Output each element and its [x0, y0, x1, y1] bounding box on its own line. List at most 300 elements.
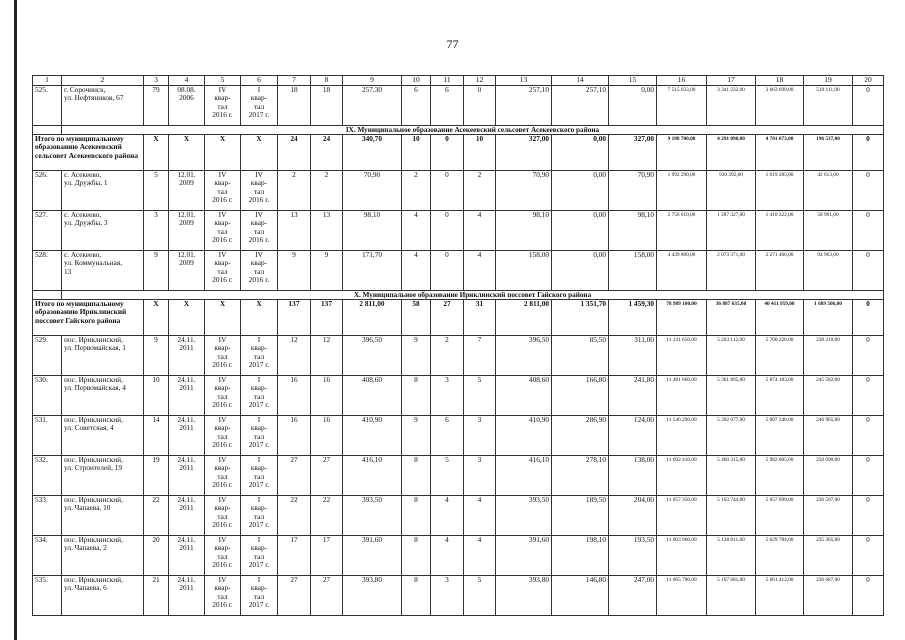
- section-title: IX. Муниципальное образование Асекеевский сельсовет Асекеевского района: [62, 126, 884, 135]
- address-cell: [62, 416, 144, 456]
- total-c18: 4 701 073,00: [756, 135, 804, 171]
- value-c12: 7: [464, 336, 496, 376]
- amount-c19: 236 507,00: [804, 496, 853, 536]
- area-c15: 204,00: [609, 496, 657, 536]
- area-c14: 0,00: [552, 251, 609, 291]
- address-line: 13: [64, 266, 72, 276]
- value-c11: 0: [431, 211, 464, 251]
- total-c12: 31: [464, 300, 496, 336]
- quarter-actual: [241, 336, 278, 376]
- quarter-line: тал: [253, 591, 265, 601]
- amount-c17: 930 392,00: [707, 171, 756, 211]
- quarter-actual: [241, 416, 278, 456]
- value-c12: 4: [464, 496, 496, 536]
- value-c11: 6: [431, 416, 464, 456]
- quarter-line: тал: [253, 186, 265, 196]
- address-cell: [62, 86, 144, 126]
- quarter-line: тал: [217, 591, 228, 601]
- area-c14: 85,50: [552, 336, 609, 376]
- area-c14: 198,10: [552, 536, 609, 576]
- area-c14: 257,10: [552, 86, 609, 126]
- row-number: 531.: [33, 416, 62, 456]
- address-line: ул. Дружбы, 3: [64, 218, 108, 228]
- quarter-actual: [241, 496, 278, 536]
- amount-c17: 5 138 811,00: [707, 536, 756, 576]
- quarter-line: тал: [217, 391, 228, 401]
- amount-c19: 236 687,00: [804, 576, 853, 616]
- quarter-line: 2016 г.: [212, 480, 233, 490]
- amount-c18: 5 700 228,00: [756, 336, 804, 376]
- value-c20: 0: [853, 456, 884, 496]
- date-line: 2011: [179, 383, 194, 393]
- quarter-line: IV: [255, 210, 263, 219]
- date-line: 2006: [179, 93, 194, 103]
- quarter-line: квар-: [214, 258, 231, 268]
- quarter-line: квар-: [214, 543, 231, 553]
- quarter-planned: [205, 171, 241, 211]
- value-c11: 3: [431, 376, 464, 416]
- total-c15: 1 459,30: [609, 300, 657, 336]
- quarter-line: квар-: [250, 218, 268, 228]
- address-line: ул. Чапаева, 2: [64, 543, 107, 553]
- doc-number: 9: [144, 336, 169, 376]
- date-line: 12.01.: [177, 250, 196, 259]
- quarter-actual: [241, 211, 278, 251]
- area-total: 257,30: [343, 86, 402, 126]
- amount-c18: 5 874 183,00: [756, 376, 804, 416]
- column-number: 8: [311, 76, 343, 86]
- amount-c19: 238 310,00: [804, 336, 853, 376]
- address-line: пос. Ириклинский,: [64, 415, 123, 424]
- total-c14: 0,00: [552, 135, 609, 171]
- quarter-line: 2016 г.: [212, 110, 233, 120]
- table-row: [33, 456, 884, 496]
- date-line: 2011: [179, 463, 194, 473]
- doc-number: 3: [144, 211, 169, 251]
- quarter-line: квар-: [250, 463, 268, 473]
- area-c15: 193,50: [609, 536, 657, 576]
- table-row: [33, 86, 884, 126]
- total-c17: 36 887 635,00: [707, 300, 756, 336]
- amount-c17: 5 460 315,00: [707, 456, 756, 496]
- value-c12: 5: [464, 376, 496, 416]
- date-line: 08.08.: [177, 85, 196, 94]
- quarter-actual: [241, 251, 278, 291]
- section-title-row: [33, 291, 884, 300]
- quarter-line: IV: [218, 415, 227, 424]
- date-line: 2009: [179, 218, 194, 228]
- date-line: 2011: [179, 583, 194, 593]
- value-c10: 9: [402, 336, 431, 376]
- date-cell: [169, 536, 205, 576]
- total-c20: 0: [853, 135, 884, 171]
- value-c8: 2: [311, 171, 343, 211]
- column-number: 12: [464, 76, 496, 86]
- table-row: [33, 536, 884, 576]
- quarter-line: IV: [255, 170, 263, 179]
- amount-c18: 5 661 412,00: [756, 576, 804, 616]
- value-c11: 2: [431, 336, 464, 376]
- address-line: ул. Нефтяников, 67: [64, 93, 124, 103]
- quarter-actual: [241, 536, 278, 576]
- quarter-line: 2016 г.: [248, 275, 270, 285]
- address-cell: [62, 496, 144, 536]
- quarter-line: 2016 г.: [212, 560, 233, 570]
- value-c7: 12: [278, 336, 311, 376]
- quarter-planned: [205, 416, 241, 456]
- date-line: 24.11.: [177, 495, 196, 504]
- amount-c17: 5 163 744,00: [707, 496, 756, 536]
- address-line: с. Асекеево,: [64, 210, 102, 219]
- total-c9: 340,70: [343, 135, 402, 171]
- address-line: с. Асекеево,: [64, 250, 102, 259]
- date-line: 24.11.: [177, 335, 196, 344]
- area-c13: 393,80: [496, 576, 552, 616]
- value-c7: 17: [278, 536, 311, 576]
- quarter-line: квар-: [214, 218, 231, 228]
- quarter-line: тал: [217, 471, 228, 481]
- quarter-line: квар-: [214, 343, 231, 353]
- quarter-line: тал: [217, 511, 228, 521]
- amount-c18: 1 410 322,00: [756, 211, 804, 251]
- quarter-line: 2016 г.: [212, 440, 233, 450]
- amount-c17: 5 361 895,00: [707, 376, 756, 416]
- column-number: 7: [278, 76, 311, 86]
- quarter-planned: [205, 576, 241, 616]
- quarter-planned: [205, 496, 241, 536]
- area-c13: 98,10: [496, 211, 552, 251]
- column-number: 2: [62, 76, 144, 86]
- value-c7: 18: [278, 86, 311, 126]
- amount-c19: 94 963,00: [804, 251, 853, 291]
- value-c8: 17: [311, 536, 343, 576]
- quarter-line: IV: [218, 455, 227, 464]
- quarter-line: тал: [253, 391, 265, 401]
- quarter-line: 2017 г.: [248, 400, 270, 410]
- row-number: 530.: [33, 376, 62, 416]
- area-c15: 241,80: [609, 376, 657, 416]
- total-c19: 1 689 506,00: [804, 300, 853, 336]
- quarter-line: тал: [217, 431, 228, 441]
- date-line: 2011: [179, 543, 194, 553]
- amount-c17: 5 392 077,00: [707, 416, 756, 456]
- column-number: 16: [657, 76, 707, 86]
- amount-c17: 1 287 327,00: [707, 211, 756, 251]
- quarter-line: 2016 г.: [212, 520, 233, 530]
- quarter-actual: [241, 171, 278, 211]
- amount-c17: 2 073 371,00: [707, 251, 756, 291]
- column-number: 19: [804, 76, 853, 86]
- value-c7: 22: [278, 496, 311, 536]
- area-c13: 391,60: [496, 536, 552, 576]
- total-c11: 27: [431, 300, 464, 336]
- amount-c18: 2 271 466,00: [756, 251, 804, 291]
- date-line: 2011: [179, 423, 194, 433]
- row-number: 526.: [33, 171, 62, 211]
- row-number: 534.: [33, 536, 62, 576]
- value-c8: 13: [311, 211, 343, 251]
- quarter-line: 2017 г.: [248, 110, 270, 120]
- amount-c18: 1 019 285,00: [756, 171, 804, 211]
- quarter-actual: [241, 456, 278, 496]
- doc-number: 5: [144, 171, 169, 211]
- area-total: 171,70: [343, 251, 402, 291]
- date-cell: [169, 86, 205, 126]
- table-row: [33, 376, 884, 416]
- amount-c19: 245 582,00: [804, 376, 853, 416]
- value-c20: 0: [853, 251, 884, 291]
- date-line: 12.01.: [177, 210, 196, 219]
- amount-c16: 4 439 800,00: [657, 251, 707, 291]
- quarter-line: 2017 г.: [248, 360, 270, 370]
- total-c6: X: [241, 135, 278, 171]
- quarter-line: квар-: [214, 503, 231, 513]
- date-cell: [169, 251, 205, 291]
- value-c11: 0: [431, 171, 464, 211]
- amount-c18: 5 907 248,00: [756, 416, 804, 456]
- date-line: 24.11.: [177, 535, 196, 544]
- quarter-line: I: [257, 495, 261, 504]
- date-cell: [169, 496, 205, 536]
- date-line: 12.01.: [177, 170, 196, 179]
- quarter-line: 2016 г.: [212, 400, 233, 410]
- total-c13: 2 811,00: [496, 300, 552, 336]
- quarter-line: квар-: [250, 543, 268, 553]
- page-edge-line: [14, 0, 17, 640]
- area-total: 98,10: [343, 211, 402, 251]
- address-line: ул. Чапаева, 6: [64, 583, 107, 593]
- amount-c19: 510 111,00: [804, 86, 853, 126]
- quarter-line: тал: [253, 471, 265, 481]
- date-line: 24.11.: [177, 415, 196, 424]
- amount-c19: 235 365,00: [804, 536, 853, 576]
- amount-c17: 5 167 681,00: [707, 576, 756, 616]
- doc-number: 14: [144, 416, 169, 456]
- address-cell: [62, 211, 144, 251]
- value-c10: 8: [402, 576, 431, 616]
- doc-number: 21: [144, 576, 169, 616]
- row-number: 527.: [33, 211, 62, 251]
- quarter-planned: [205, 86, 241, 126]
- quarter-line: квар-: [250, 423, 268, 433]
- value-c10: 6: [402, 86, 431, 126]
- value-c11: 3: [431, 576, 464, 616]
- doc-number: 79: [144, 86, 169, 126]
- value-c11: 5: [431, 456, 464, 496]
- date-line: 24.11.: [177, 375, 196, 384]
- amount-c16: 11 065 780,00: [657, 576, 707, 616]
- amount-c16: 11 141 650,00: [657, 336, 707, 376]
- area-c14: 0,00: [552, 211, 609, 251]
- area-total: 410,90: [343, 416, 402, 456]
- date-cell: [169, 211, 205, 251]
- quarter-line: квар-: [250, 383, 268, 393]
- quarter-line: IV: [218, 335, 227, 344]
- value-c12: 4: [464, 536, 496, 576]
- value-c20: 0: [853, 416, 884, 456]
- address-line: ул. Строителей, 19: [64, 463, 123, 473]
- area-c15: 311,00: [609, 336, 657, 376]
- address-line: г. Сорочинск,: [64, 85, 106, 94]
- amount-c18: 5 629 784,00: [756, 536, 804, 576]
- value-c12: 3: [464, 416, 496, 456]
- column-number: 11: [431, 76, 464, 86]
- address-cell: [62, 576, 144, 616]
- total-c3: X: [144, 300, 169, 336]
- date-cell: [169, 336, 205, 376]
- total-c7: 24: [278, 135, 311, 171]
- quarter-line: IV: [218, 535, 227, 544]
- amount-c16: 11 481 660,00: [657, 376, 707, 416]
- quarter-line: IV: [218, 210, 227, 219]
- area-c15: 70,90: [609, 171, 657, 211]
- area-c15: 158,00: [609, 251, 657, 291]
- date-cell: [169, 416, 205, 456]
- value-c10: 4: [402, 251, 431, 291]
- quarter-line: 2016 г.: [212, 600, 233, 610]
- table-row: [33, 251, 884, 291]
- total-c16: 9 188 700,00: [657, 135, 707, 171]
- quarter-line: квар-: [250, 503, 268, 513]
- value-c10: 8: [402, 376, 431, 416]
- total-c19: 196 537,00: [804, 135, 853, 171]
- address-line: пос. Ириклинский,: [64, 495, 123, 504]
- quarter-line: 2016 г.: [212, 275, 233, 285]
- quarter-actual: [241, 86, 278, 126]
- value-c8: 16: [311, 376, 343, 416]
- quarter-line: 2017 г.: [248, 600, 270, 610]
- quarter-planned: [205, 376, 241, 416]
- quarter-line: тал: [253, 351, 265, 361]
- area-total: 408,60: [343, 376, 402, 416]
- total-c13: 327,00: [496, 135, 552, 171]
- area-total: 396,50: [343, 336, 402, 376]
- value-c10: 9: [402, 416, 431, 456]
- total-c4: X: [169, 300, 205, 336]
- quarter-planned: [205, 211, 241, 251]
- quarter-line: 2016 г.: [212, 235, 233, 245]
- total-c17: 4 291 090,00: [707, 135, 756, 171]
- date-line: 2011: [179, 503, 194, 513]
- quarter-line: тал: [253, 266, 265, 276]
- area-c14: 189,50: [552, 496, 609, 536]
- quarter-line: квар-: [214, 423, 231, 433]
- total-c10: 58: [402, 300, 431, 336]
- address-cell: [62, 171, 144, 211]
- area-total: 393,50: [343, 496, 402, 536]
- quarter-line: IV: [218, 85, 227, 94]
- amount-c19: 58 961,00: [804, 211, 853, 251]
- date-cell: [169, 456, 205, 496]
- value-c20: 0: [853, 336, 884, 376]
- value-c8: 12: [311, 336, 343, 376]
- area-c13: 396,50: [496, 336, 552, 376]
- housing-register-table: [32, 75, 884, 616]
- area-c14: 278,10: [552, 456, 609, 496]
- area-c14: 0,00: [552, 171, 609, 211]
- value-c7: 16: [278, 376, 311, 416]
- quarter-line: тал: [217, 351, 228, 361]
- address-line: ул. Чапаева, 10: [64, 503, 111, 513]
- area-c15: 247,00: [609, 576, 657, 616]
- amount-c19: 246 965,00: [804, 416, 853, 456]
- date-cell: [169, 171, 205, 211]
- column-number: 9: [343, 76, 402, 86]
- quarter-line: IV: [218, 575, 227, 584]
- amount-c16: 7 515 033,00: [657, 86, 707, 126]
- value-c20: 0: [853, 211, 884, 251]
- amount-c18: 5 657 099,00: [756, 496, 804, 536]
- quarter-line: квар-: [214, 383, 231, 393]
- quarter-line: I: [257, 335, 261, 344]
- quarter-line: I: [257, 375, 261, 384]
- quarter-line: тал: [217, 226, 228, 236]
- total-c10: 10: [402, 135, 431, 171]
- page-number: 77: [446, 37, 459, 51]
- total-c11: 0: [431, 135, 464, 171]
- quarter-line: 2017 г.: [248, 440, 270, 450]
- table-row: [33, 171, 884, 211]
- value-c8: 27: [311, 456, 343, 496]
- total-c6: X: [241, 300, 278, 336]
- value-c8: 18: [311, 86, 343, 126]
- area-c13: 410,90: [496, 416, 552, 456]
- total-c3: X: [144, 135, 169, 171]
- value-c12: 4: [464, 211, 496, 251]
- quarter-line: тал: [217, 186, 228, 196]
- value-c7: 9: [278, 251, 311, 291]
- section-total-row: [33, 300, 884, 336]
- row-number: 529.: [33, 336, 62, 376]
- value-c8: 22: [311, 496, 343, 536]
- value-c10: 8: [402, 456, 431, 496]
- quarter-planned: [205, 251, 241, 291]
- quarter-line: IV: [218, 495, 227, 504]
- doc-number: 20: [144, 536, 169, 576]
- quarter-line: квар-: [250, 258, 268, 268]
- quarter-line: I: [257, 455, 261, 464]
- area-c14: 286,90: [552, 416, 609, 456]
- value-c12: 3: [464, 456, 496, 496]
- value-c10: 2: [402, 171, 431, 211]
- quarter-line: 2016 г.: [212, 195, 233, 205]
- area-c13: 408,60: [496, 376, 552, 416]
- section-title: X. Муниципальное образование Ириклинский поссовет Гайского района: [62, 291, 884, 300]
- value-c7: 16: [278, 416, 311, 456]
- area-c14: 146,80: [552, 576, 609, 616]
- doc-number: 19: [144, 456, 169, 496]
- amount-c16: 11 546 290,00: [657, 416, 707, 456]
- total-c14: 1 351,70: [552, 300, 609, 336]
- total-c8: 137: [311, 300, 343, 336]
- amount-c18: 5 982 005,00: [756, 456, 804, 496]
- quarter-line: тал: [253, 226, 265, 236]
- value-c12: 5: [464, 576, 496, 616]
- value-c8: 9: [311, 251, 343, 291]
- quarter-line: тал: [253, 511, 265, 521]
- column-number-header: [33, 76, 884, 86]
- quarter-line: квар-: [214, 178, 231, 188]
- value-c12: 2: [464, 171, 496, 211]
- amount-c16: 11 003 960,00: [657, 536, 707, 576]
- address-line: ул. Первомайская, 4: [64, 383, 126, 393]
- amount-c16: 11 692 410,00: [657, 456, 707, 496]
- quarter-line: квар-: [214, 583, 231, 593]
- amount-c16: 1 992 290,00: [657, 171, 707, 211]
- value-c7: 27: [278, 576, 311, 616]
- total-c15: 327,00: [609, 135, 657, 171]
- row-number: 533.: [33, 496, 62, 536]
